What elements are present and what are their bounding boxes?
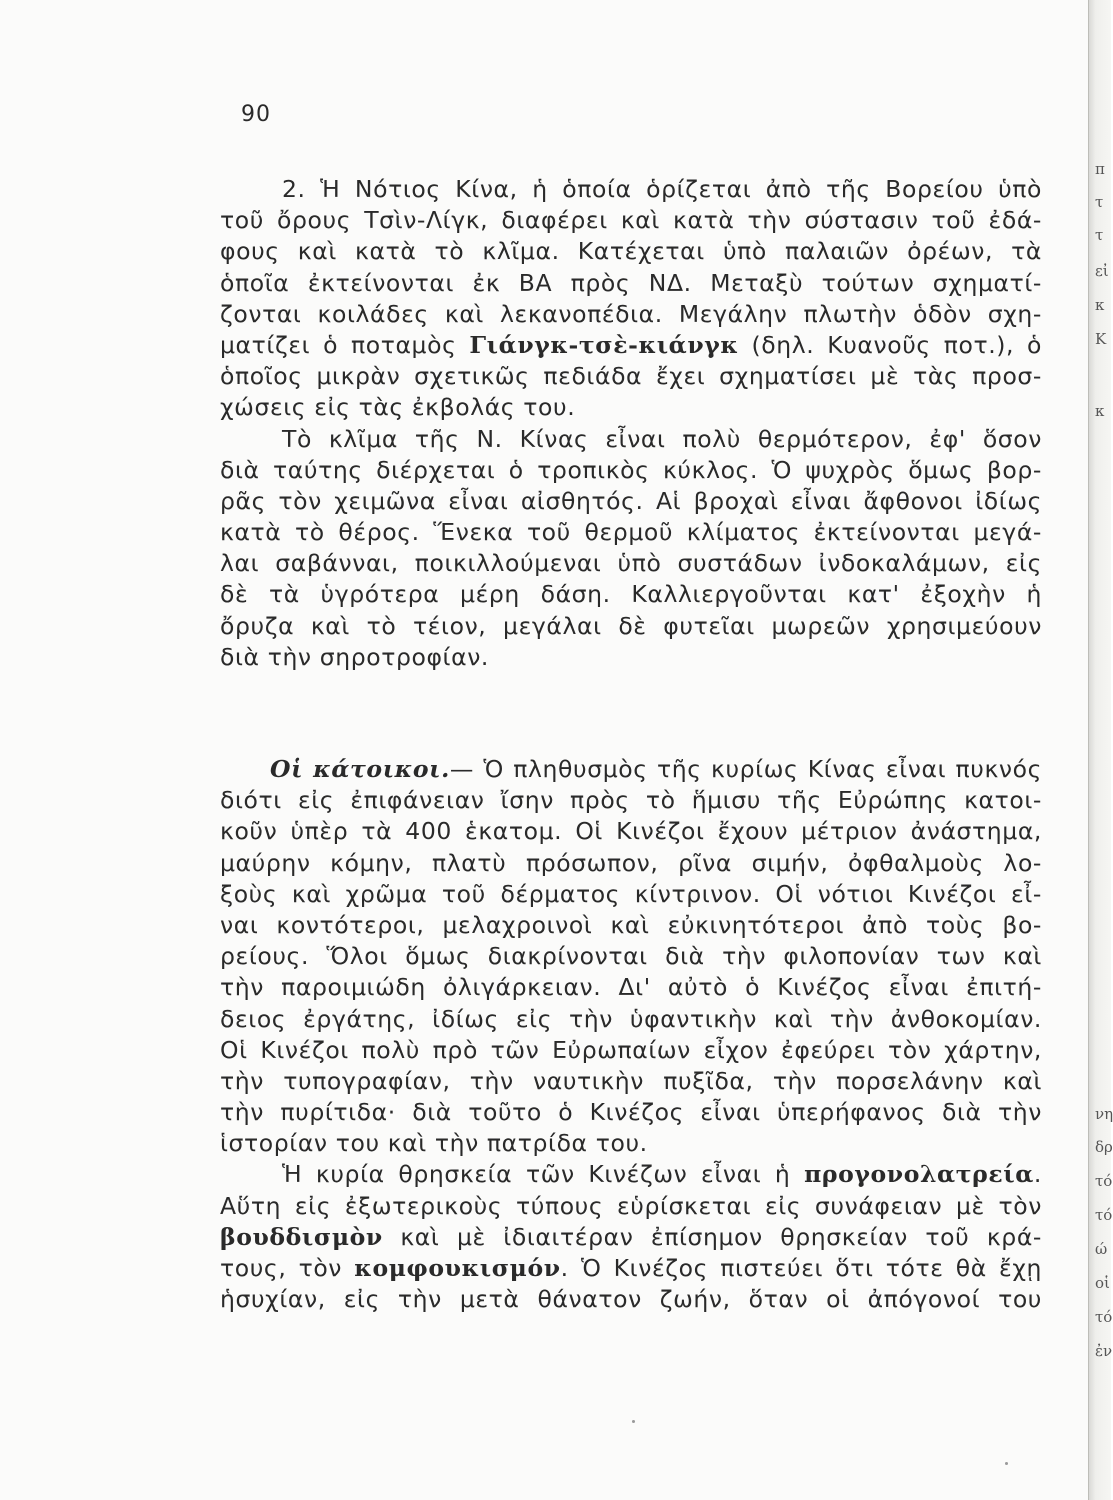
emphasized-term: Γιάνγκ-τσὲ-κιάνγκ [469,330,739,359]
text-block-inhabitants [220,754,1042,1315]
text-line: διὰ τὴν σηροτροφίαν. [220,642,489,671]
text-line: ζονται κοιλάδες καὶ λεκανοπέδια. Μεγάλην πλωτὴν ὁδὸν σχη- [220,299,1042,328]
facing-fragment: εἰ [1095,262,1109,280]
line-segment: ματίζει ὁ ποταμὸς [220,330,470,359]
facing-fragment: π [1095,160,1105,178]
line-segment: καὶ μὲ ἰδιαιτέραν ἐπίσημον θρησκείαν τοῦ κρά- [382,1222,1042,1251]
text-line-buddhism [220,1222,1042,1253]
text-line: ρᾶς τὸν χειμῶνα εἶναι αἰσθητός. Αἱ βροχαὶ εἶναι ἄφθονοι ἰδίως [220,486,1042,515]
text-line: διότι εἰς ἐπιφάνειαν ἴσην πρὸς τὸ ἥμισυ τῆς Εὐρώπης κατοι- [220,786,1042,815]
text-line-confucianism [220,1253,1042,1284]
text-line: ναι κοντότεροι, μελαχροινοὶ καὶ εὐκινητότεροι ἀπὸ τοὺς βο- [220,910,1042,939]
facing-fragment: οἱ [1095,1274,1110,1292]
facing-fragment: τό [1095,1308,1113,1326]
heading-line-text: — Ὁ πληθυσμὸς τῆς κυρίως Κίνας εἶναι πυκνός [449,755,1042,783]
emphasized-term: προγονολατρεία [804,1160,1034,1189]
text-line: ρείους. Ὅλοι ὅμως διακρίνονται διὰ τὴν φιλοπονίαν των καὶ [220,942,1042,971]
facing-fragment: Κ [1095,330,1107,348]
text-line: δὲ τὰ ὑγρότερα μέρη δάση. Καλλιεργοῦνται κατ' ἐξοχὴν ἡ [220,580,1042,609]
emphasized-term: κομφουκισμόν [354,1254,561,1282]
facing-fragment: τ [1095,226,1104,244]
text-line: ὁποῖα ἐκτείνονται ἐκ ΒΑ πρὸς ΝΔ. Μεταξὺ τούτων σχηματί- [220,268,1042,297]
section-heading-inhabitants: Οἱ κάτοικοι. [270,755,450,783]
text-line: κατὰ τὸ θέρος. Ἕνεκα τοῦ θερμοῦ κλίματος ἐκτείνονται μεγά- [220,518,1042,547]
text-line: χώσεις εἰς τὰς ἐκβολάς του. [220,393,576,422]
text-line: μαύρην κόμην, πλατὺ πρόσωπον, ρῖνα σιμήν, ὀφθαλμοὺς λο- [220,848,1042,877]
text-line: Τὸ κλῖμα τῆς Ν. Κίνας εἶναι πολὺ θερμότερον, ἐφ' ὅσον [282,424,1042,453]
text-line: ἱστορίαν του καὶ τὴν πατρίδα του. [220,1129,648,1158]
text-line: δειος ἐργάτης, ἰδίως εἰς τὴν ὑφαντικὴν καὶ τὴν ἀνθοκομίαν. [220,1004,1042,1033]
facing-fragment: κ [1095,296,1105,314]
text-block-southern-china [220,174,1042,673]
text-line: τὴν παροιμιώδη ὀλιγάρκειαν. Δι' αὐτὸ ὁ Κινέζος εἶναι ἐπιτή- [220,973,1042,1002]
facing-fragment: τό [1095,1206,1113,1224]
text-line: τὴν πυρίτιδα· διὰ τοῦτο ὁ Κινέζος εἶναι ὑπερήφανος διὰ τὴν [220,1098,1042,1127]
facing-fragment: τ [1095,193,1104,211]
text-line: Αὕτη εἰς ἐξωτερικοὺς τύπους εὑρίσκεται εἰς συνάφειαν μὲ τὸν [220,1191,1042,1220]
text-line: κοῦν ὑπὲρ τὰ 400 ἑκατομ. Οἱ Κινέζοι ἔχουν μέτριον ἀνάστημα, [220,817,1042,846]
facing-fragment: νη [1095,1105,1113,1123]
line-segment: . Ὁ Κινέζος πιστεύει ὅτι τότε θὰ ἔχῃ [560,1254,1042,1282]
line-segment: τους, τὸν [220,1254,355,1282]
text-line: λαι σαβάνναι, ποικιλλούμεναι ὑπὸ συστάδων ἰνδοκαλάμων, εἰς [220,549,1042,578]
page-number: 90 [241,102,271,127]
facing-fragment: τό [1095,1172,1113,1190]
text-line: ἡσυχίαν, εἰς τὴν μετὰ θάνατον ζωήν, ὅταν οἱ ἀπόγονοί του [220,1285,1042,1314]
text-line: ὄρυζα καὶ τὸ τέιον, μεγάλαι δὲ φυτεῖαι μωρεῶν χρησιμεύουν [220,611,1042,640]
facing-fragment: κ [1095,402,1105,420]
line-segment: (δηλ. Κυανοῦς ποτ.), ὁ [738,330,1042,359]
line-segment: Ἡ κυρία θρησκεία τῶν Κινέζων εἶναι ἡ [282,1160,805,1189]
text-line-river [220,330,1042,361]
text-line: διὰ ταύτης διέρχεται ὁ τροπικὸς κύκλος. Ὁ ψυχρὸς ὅμως βορ- [220,455,1042,484]
text-line: τοῦ ὄρους Τσὶν-Λίγκ, διαφέρει καὶ κατὰ τὴν σύστασιν τοῦ ἐδά- [220,206,1042,235]
facing-fragment: ἐν [1095,1342,1113,1360]
paper-speck [632,1420,635,1423]
paper-speck [1005,1462,1008,1465]
text-line-religion [220,1159,1042,1190]
facing-fragment: ώ [1095,1240,1108,1258]
text-line: ξοὺς καὶ χρῶμα τοῦ δέρματος κίντρινον. Οἱ νότιοι Κινέζοι εἶ- [220,879,1042,908]
facing-page-edge [1088,0,1111,1500]
text-line: φους καὶ κατὰ τὸ κλῖμα. Κατέχεται ὑπὸ παλαιῶν ὀρέων, τὰ [220,237,1042,266]
text-line: τὴν τυπογραφίαν, τὴν ναυτικὴν πυξῖδα, τὴν πορσελάνην καὶ [220,1066,1042,1095]
text-line: 2. Ἡ Νότιος Κίνα, ἡ ὁποία ὁρίζεται ἀπὸ τῆς Βορείου ὑπὸ [282,175,1042,203]
text-line-heading [220,754,1042,785]
text-line: Οἱ Κινέζοι πολὺ πρὸ τῶν Εὐρωπαίων εἶχον ἐφεύρει τὸν χάρτην, [220,1035,1042,1064]
text-line: ὁποῖος μικρὰν σχετικῶς πεδιάδα ἔχει σχηματίσει μὲ τὰς προσ- [220,362,1042,391]
line-segment: . [1033,1160,1042,1189]
emphasized-term: βουδδισμὸν [220,1222,383,1251]
facing-fragment: δρ [1095,1138,1113,1156]
